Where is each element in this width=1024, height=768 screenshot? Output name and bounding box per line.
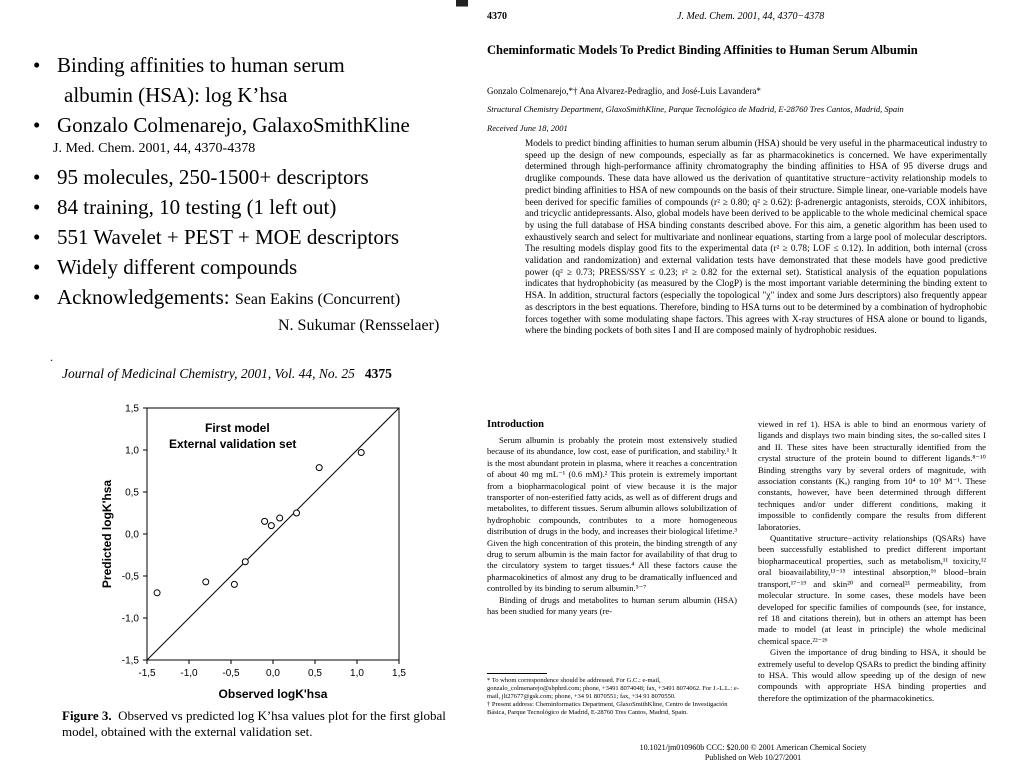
- x-tick-label: 0,0: [266, 668, 280, 679]
- bullet-item: • 551 Wavelet + PEST + MOE descriptors: [33, 225, 400, 249]
- paper-bottom-info: [603, 743, 903, 763]
- y-axis-label: Predicted logK'hsa: [100, 479, 114, 589]
- paper-header: 4370 J. Med. Chem. 2001, 44, 4370−4378: [487, 11, 825, 22]
- bullet-item: • Widely different compounds: [33, 255, 298, 279]
- corner-mark: [456, 0, 468, 7]
- paper-column-right: [758, 419, 986, 704]
- paragraph: viewed in ref 1). HSA is able to bind an enormous variety of ligands and displays two main binding sites, the so-called sites I and II. These sites have been structurally identified from the crystal structure of the protein bound to different ligands.⁸⁻¹⁰ Binding strengths vary by several orders of magnitude, with association constants (Kₐ) ranging from 10⁴ to 10⁶ M⁻¹. These constants, however, have been determined through different techniques and/or under different conditions, making it impossible to confidently compare the results from different laboratories.: [758, 419, 986, 532]
- x-tick-label: -1,5: [138, 668, 156, 679]
- paragraph: Quantitative structure−activity relationships (QSARs) have been successfully established to predict different important biopharmaceutical properties, such as metabolism,¹¹ toxicity,¹² oral bioavailability,¹³⁻¹⁵ intestinal absorption,¹⁶ blood−brain transport,¹⁷⁻¹⁹ and skin²⁰ and corneal²¹ permeability, from molecular structure. In some cases, these models have been developed for specific families of compounds (see, for instance, ref 18 and citations therein), but in others an attempt has been made to model (at least in principle) the whole medicinal chemical space.²²⁻²⁶: [758, 533, 986, 646]
- stray-dot: .: [50, 350, 53, 364]
- paragraph: Given the importance of drug binding to HSA, it should be extremely useful to develop QSARs to predict the binding affinity to HSA. This would allow speeding up of the design of new compounds with appropriate HSA binding properties and therefore the optimization of the pharmacokinetics.: [758, 647, 986, 703]
- x-tick-label: -0,5: [222, 668, 240, 679]
- figure-caption: Figure 3. Observed vs predicted log K’hsa values plot for the first global model, obtained with the external validation set.: [62, 708, 446, 739]
- citation: J. Med. Chem. 2001, 44, 4370-4378: [53, 141, 256, 156]
- paper-received: Received June 18, 2001: [487, 123, 568, 133]
- paper-title: Cheminformatic Models To Predict Binding Affinities to Human Serum Albumin: [487, 43, 918, 57]
- y-tick-label: 0,0: [125, 529, 139, 541]
- y-tick-label: -1,5: [121, 655, 139, 667]
- journal-header: Journal of Medicinal Chemistry, 2001, Vol. 44, No. 25 4375: [62, 366, 392, 381]
- y-tick-label: -0,5: [121, 571, 139, 583]
- data-point: [203, 579, 209, 585]
- data-point: [231, 581, 237, 587]
- page-number: 4375: [364, 366, 392, 381]
- data-point: [358, 450, 364, 456]
- bullet-item: • 84 training, 10 testing (1 left out): [33, 195, 337, 219]
- paper-column-left: [487, 435, 737, 618]
- legend-title: First model: [205, 421, 270, 435]
- intro-heading: Introduction: [487, 419, 544, 430]
- data-point: [242, 559, 248, 565]
- bullet-continuation: albumin (HSA): log K’hsa: [64, 83, 288, 107]
- footnote: † Present address: Cheminformatics Department, GlaxoSmithKline, Centro de Investigación Básica, Parque Tecnológico de Madrid, E-28760 Tres Cantos, Madrid, Spain.: [487, 701, 728, 716]
- x-axis-label: Observed logK'hsa: [218, 687, 328, 701]
- paragraph: Binding of drugs and metabolites to human serum albumin (HSA) has been studied for many years (re-: [487, 594, 737, 617]
- bullet-item: • 95 molecules, 250-1500+ descriptors: [33, 165, 369, 189]
- data-point: [268, 523, 274, 529]
- x-tick-label: 1,5: [392, 668, 406, 679]
- footnote-rule: [487, 673, 547, 674]
- bullet-item: • Binding affinities to human serum: [33, 53, 345, 77]
- data-point: [277, 515, 283, 521]
- data-point: [154, 590, 160, 596]
- x-tick-label: -1,0: [180, 668, 198, 679]
- y-tick-label: -1,0: [121, 613, 139, 625]
- y-tick-label: 0,5: [125, 487, 139, 499]
- paper-authors: Gonzalo Colmenarejo,*† Ana Alvarez-Pedraglio, and José-Luis Lavandera*: [487, 86, 761, 96]
- y-tick-label: 1,0: [125, 445, 139, 457]
- scatter-chart: [95, 396, 415, 706]
- paragraph: Serum albumin is probably the protein most extensively studied because of its abundance, low cost, ease of purification, and stability.¹ It is the most abundant protein in plasma, where it reaches a concentration of about 40 mg mL⁻¹ (0.6 mM).² This protein is extremely important from a biopharmacological point of view because it is the major transporter of non-esterified fatty acids, as well as of different drugs and metabolites, to different tissues. Serum albumin allows solubilization of hydrophobic compounds, contributes to a more homogeneous distribution of drugs in the body, and increases their biological lifetime.³ Given the high concentration of this protein, the binding strength of any drug to serum albumin is the main factor for availability of that drug to the circulatory system to target tissues.⁴ All these factors cause the pharmacokinetics of almost any drug to be dramatically influenced and controlled by its binding to serum albumin.⁵⁻⁷: [487, 435, 737, 594]
- bullet-item-acknowledgements: • Acknowledgements: Sean Eakins (Concurrent): [33, 285, 401, 309]
- bullet-list: [33, 50, 503, 337]
- data-point: [294, 510, 300, 516]
- x-tick-label: 0,5: [308, 668, 322, 679]
- paper-affiliation: Structural Chemistry Department, GlaxoSmithKline, Parque Tecnológico de Madrid, E-28760 Tres Cantos, Madrid, Spain: [487, 104, 904, 114]
- bullet-item: • Gonzalo Colmenarejo, GalaxoSmithKline: [33, 113, 410, 137]
- x-tick-label: 1,0: [350, 668, 364, 679]
- published-line: Published on Web 10/27/2001: [704, 753, 802, 762]
- data-point: [262, 518, 268, 524]
- y-tick-label: 1,5: [125, 403, 139, 415]
- footnotes: [487, 677, 742, 717]
- legend-subtitle: External validation set: [169, 437, 297, 451]
- paper-abstract: Models to predict binding affinities to human serum albumin (HSA) should be very useful in the pharmaceutical industry to speed up the design of new compounds, especially as far as pharmacokinetics is concerned. We have experimentally determined through high-performance affinity chromatography the binding affinities to HSA of 95 diverse drugs and druglike compounds. These data have allowed us the derivation of quantitative structure−activity relationship models to predict binding affinities to HSA of new compounds on the basis of their structure. Simple linear, one-variable models have been derived for specific families of compounds (r² ≥ 0.80; q² ≥ 0.62): β-adrenergic antagonists, steroids, COX inhibitors, and tricyclic antidepressants. Also, global models have been derived to be applicable to the whole medicinal chemical space by using the full database of HSA binding constants described above. For this aim, a genetic algorithm has been used to exhaustively search and select for multivariate and nonlinear equations, starting from a large pool of molecular descriptors. The resulting models display good fits to the experimental data (r² ≥ 0.78; LOF ≤ 0.12). In addition, both internal (cross validation and randomization) and external validation tests have demonstrated that these models have good predictive power (q² ≥ 0.73; PRESS/SSY ≤ 0.23; r² ≥ 0.82 for the external set). Statistical analysis of the equation populations indicates that hydrophobicity (as measured by the ClogP) is the most important variable determining the binding extent to HSA. In addition, structural factors (especially the topological "χ" index and some Jurs descriptors) also frequently appear as descriptors in the best equations. Therefore, binding to HSA turns out to be determined by a combination of hydrophobic forces together with some modulating shape factors. This agrees with X-ray structures of HSA alone or bound to ligands, where the binding pockets of both sites I and II are composed mainly of hydrophobic residues.: [525, 139, 987, 337]
- acknowledgement-line: N. Sukumar (Rensselaer): [278, 317, 440, 334]
- data-point: [316, 465, 322, 471]
- footnote: * To whom correspondence should be addressed. For G.C.: e-mail, gonzalo_colmenarejo@sbphrd.com; phone, +3491 8074048; fax, +3491 8074062. For J.-L.L.: e-mail, jlt27677@gsk.com; phone, +34 91 8070551; fax, +34 91 8070550.: [487, 677, 739, 700]
- doi-line: 10.1021/jm010960b CCC: $20.00 © 2001 American Chemical Society: [639, 743, 867, 752]
